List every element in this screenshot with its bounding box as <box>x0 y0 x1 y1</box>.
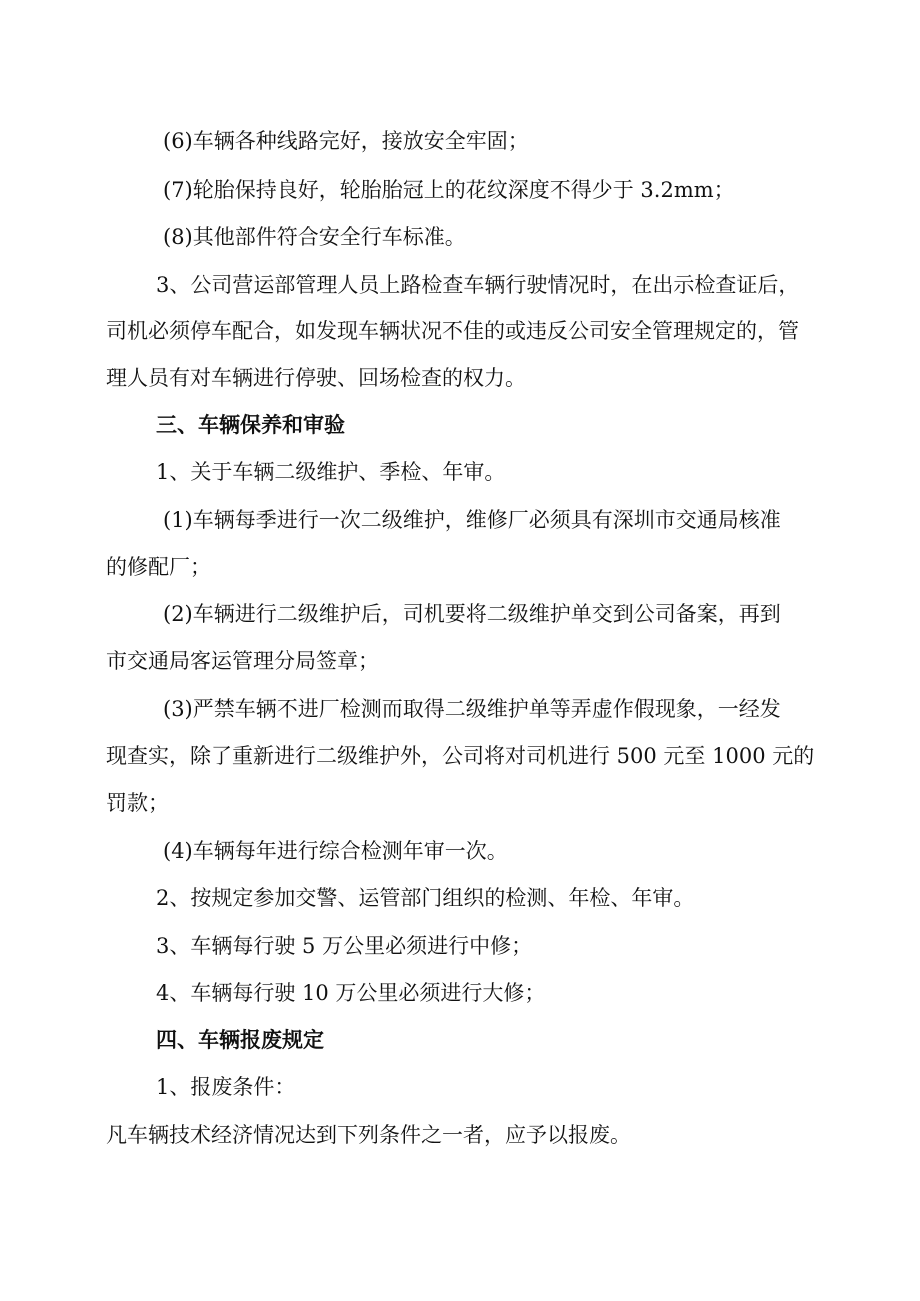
scrap-conditions-title: 1、报废条件： <box>156 1075 296 1099</box>
subsection-3-medium-repair: 3、车辆每行驶 5 万公里必须进行中修； <box>156 934 533 958</box>
item-2-line-1: (2)车辆进行二级维护后，司机要将二级维护单交到公司备案，再到 <box>163 602 781 626</box>
item-2-line-2: 市交通局客运管理分局签章； <box>106 649 379 673</box>
item-7-tires: (7)轮胎保持良好，轮胎胎冠上的花纹深度不得少于 3.2mm； <box>163 178 735 202</box>
item-8-other-parts: (8)其他部件符合安全行车标准。 <box>163 225 466 249</box>
subsection-2-inspection: 2、按规定参加交警、运管部门组织的检测、年检、年审。 <box>156 886 695 910</box>
section-heading-scrapping: 四、车辆报废规定 <box>156 1028 324 1052</box>
section-heading-maintenance: 三、车辆保养和审验 <box>156 413 345 437</box>
item-6-wiring: (6)车辆各种线路完好，接放安全牢固； <box>163 129 529 153</box>
paragraph-3-line-1: 3、公司营运部管理人员上路检查车辆行驶情况时，在出示检查证后， <box>156 273 800 297</box>
item-4-annual-inspection: (4)车辆每年进行综合检测年审一次。 <box>163 839 508 863</box>
paragraph-3-line-3: 理人员有对车辆进行停驶、回场检查的权力。 <box>106 366 526 390</box>
item-1-line-1: (1)车辆每季进行一次二级维护，维修厂必须具有深圳市交通局核准 <box>163 508 781 532</box>
item-3-line-2: 现查实，除了重新进行二级维护外，公司将对司机进行 500 元至 1000 元的 <box>106 744 815 768</box>
subsection-4-major-repair: 4、车辆每行驶 10 万公里必须进行大修； <box>156 981 546 1005</box>
subsection-1-title: 1、关于车辆二级维护、季检、年审。 <box>156 460 506 484</box>
item-1-line-2: 的修配厂； <box>106 555 211 579</box>
item-3-line-3: 罚款； <box>106 791 169 815</box>
scrap-conditions-intro: 凡车辆技术经济情况达到下列条件之一者，应予以报废。 <box>106 1123 631 1147</box>
paragraph-3-line-2: 司机必须停车配合，如发现车辆状况不佳的或违反公司安全管理规定的，管 <box>106 319 799 343</box>
item-3-line-1: (3)严禁车辆不进厂检测而取得二级维护单等弄虚作假现象，一经发 <box>163 697 781 721</box>
